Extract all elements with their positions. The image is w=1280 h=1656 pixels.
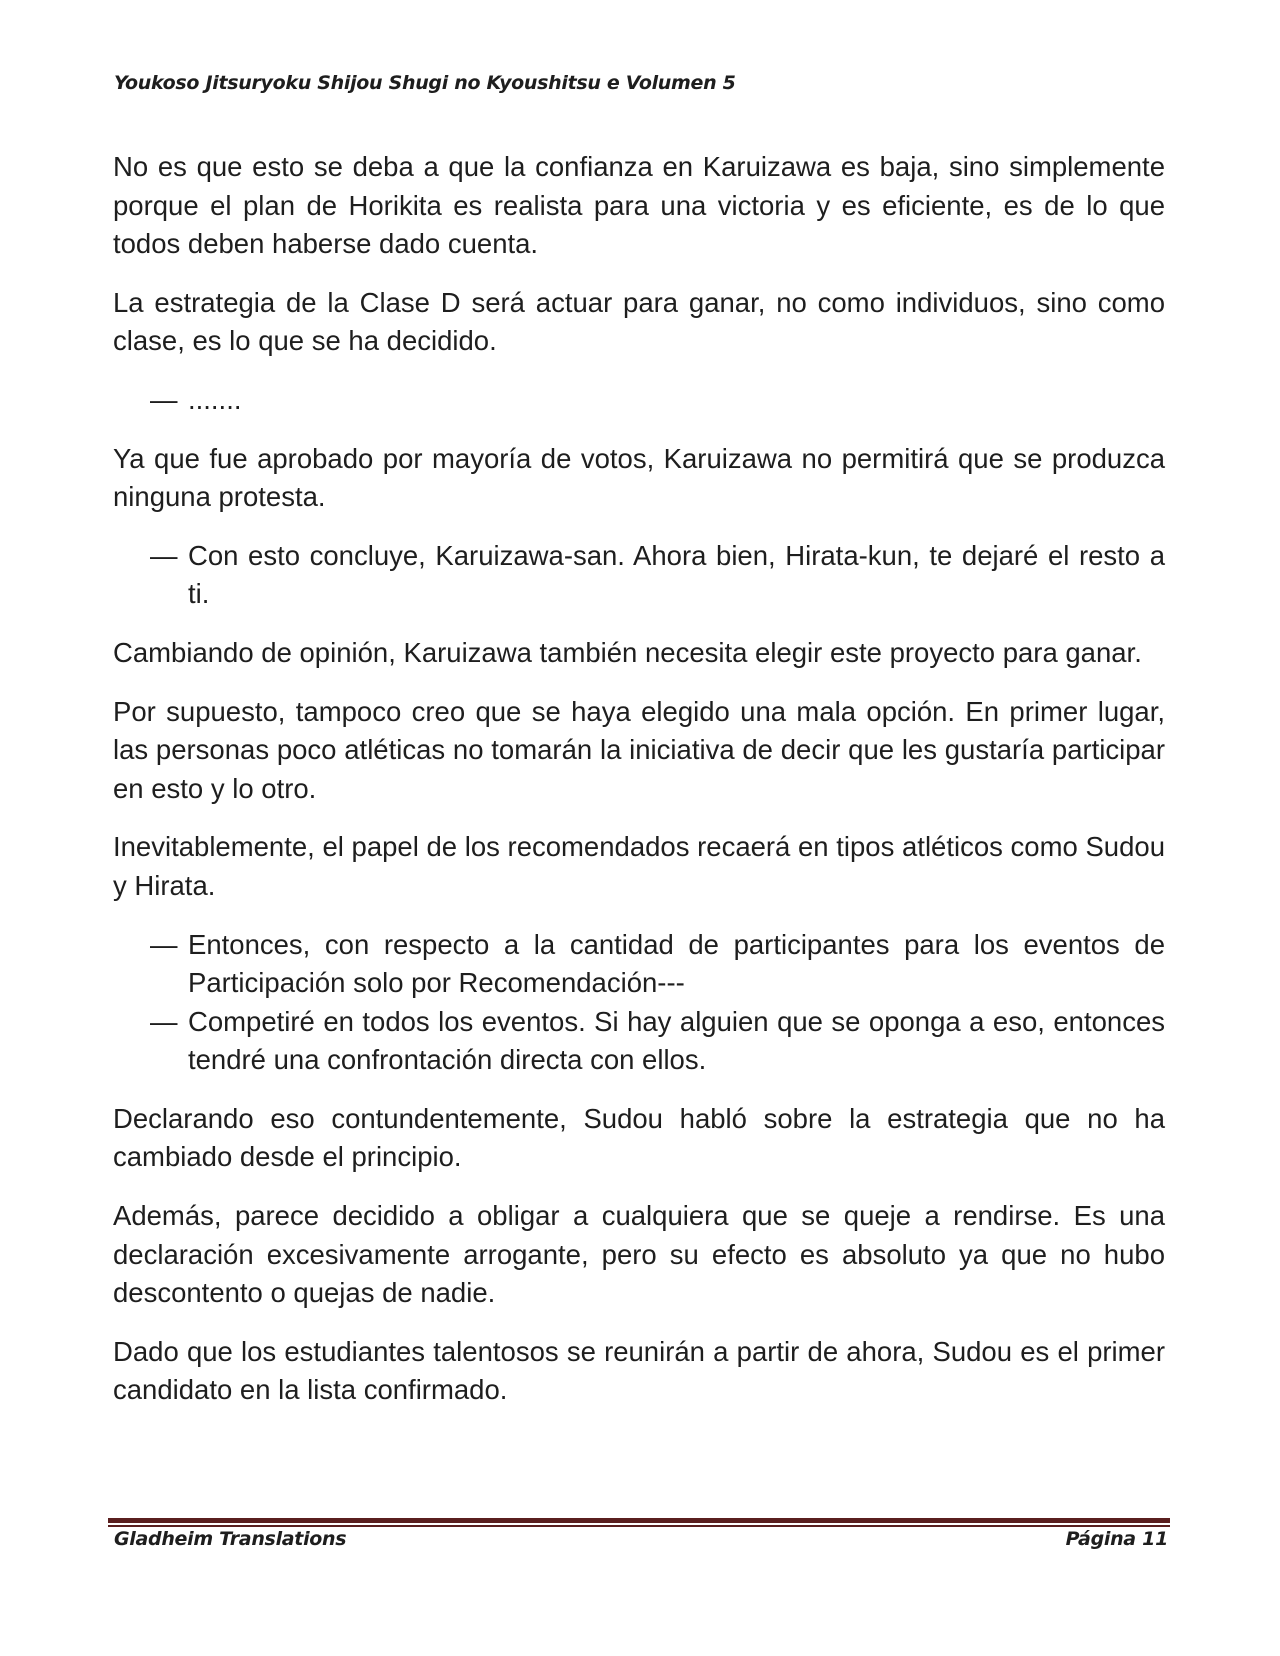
- footer-credit: Gladheim Translations: [114, 1528, 347, 1550]
- footer-rule-thick: [108, 1518, 1170, 1523]
- dialogue-block: [113, 381, 1165, 420]
- dialogue-line: [150, 1003, 1165, 1080]
- em-dash: —: [150, 539, 178, 571]
- dialogue-text: Competiré en todos los eventos. Si hay alguien que se oponga a eso, entonces tendré una confrontación directa con ellos.: [188, 1005, 1165, 1076]
- paragraph: Además, parece decidido a obligar a cualquiera que se queje a rendirse. Es una declaración excesivamente arrogante, pero su efecto es absoluto ya que no hubo descontento o quejas de nadie.: [113, 1200, 1165, 1309]
- dialogue-block: [113, 537, 1165, 614]
- page-number: Página 11: [1065, 1528, 1168, 1550]
- dialogue-line: [150, 926, 1165, 1003]
- dialogue-block: [113, 926, 1165, 1080]
- paragraph: No es que esto se deba a que la confianza en Karuizawa es baja, sino simplemente porque el plan de Horikita es realista para una victoria y es eficiente, es de lo que todos deben haberse dado cuenta.: [113, 151, 1165, 260]
- dialogue-text: Entonces, con respecto a la cantidad de participantes para los eventos de Participación solo por Recomendación---: [188, 928, 1165, 999]
- dialogue-line: [150, 537, 1165, 614]
- paragraph: Cambiando de opinión, Karuizawa también necesita elegir este proyecto para ganar.: [113, 636, 1142, 668]
- em-dash: —: [150, 928, 178, 960]
- dialogue-text: .......: [188, 383, 242, 415]
- paragraph: Por supuesto, tampoco creo que se haya elegido una mala opción. En primer lugar, las personas poco atléticas no tomarán la iniciativa de decir que les gustaría participar en esto y lo otro.: [113, 695, 1165, 804]
- em-dash: —: [150, 1005, 178, 1037]
- em-dash: —: [150, 383, 178, 415]
- paragraph: Ya que fue aprobado por mayoría de votos, Karuizawa no permitirá que se produzca ninguna protesta.: [113, 442, 1165, 513]
- body-text: [113, 148, 1165, 1430]
- dialogue-line: [150, 381, 1165, 420]
- paragraph: Declarando eso contundentemente, Sudou habló sobre la estrategia que no ha cambiado desde el principio.: [113, 1102, 1165, 1173]
- paragraph: Dado que los estudiantes talentosos se reunirán a partir de ahora, Sudou es el primer candidato en la lista confirmado.: [113, 1335, 1165, 1406]
- paragraph: La estrategia de la Clase D será actuar para ganar, no como individuos, sino como clase, es lo que se ha decidido.: [113, 286, 1165, 357]
- running-header: Youkoso Jitsuryoku Shijou Shugi no Kyoushitsu e Volumen 5: [114, 72, 736, 94]
- paragraph: Inevitablemente, el papel de los recomendados recaerá en tipos atléticos como Sudou y Hirata.: [113, 831, 1165, 901]
- footer-rule-thin: [108, 1525, 1170, 1527]
- dialogue-text: Con esto concluye, Karuizawa-san. Ahora bien, Hirata-kun, te dejaré el resto a ti.: [188, 539, 1165, 610]
